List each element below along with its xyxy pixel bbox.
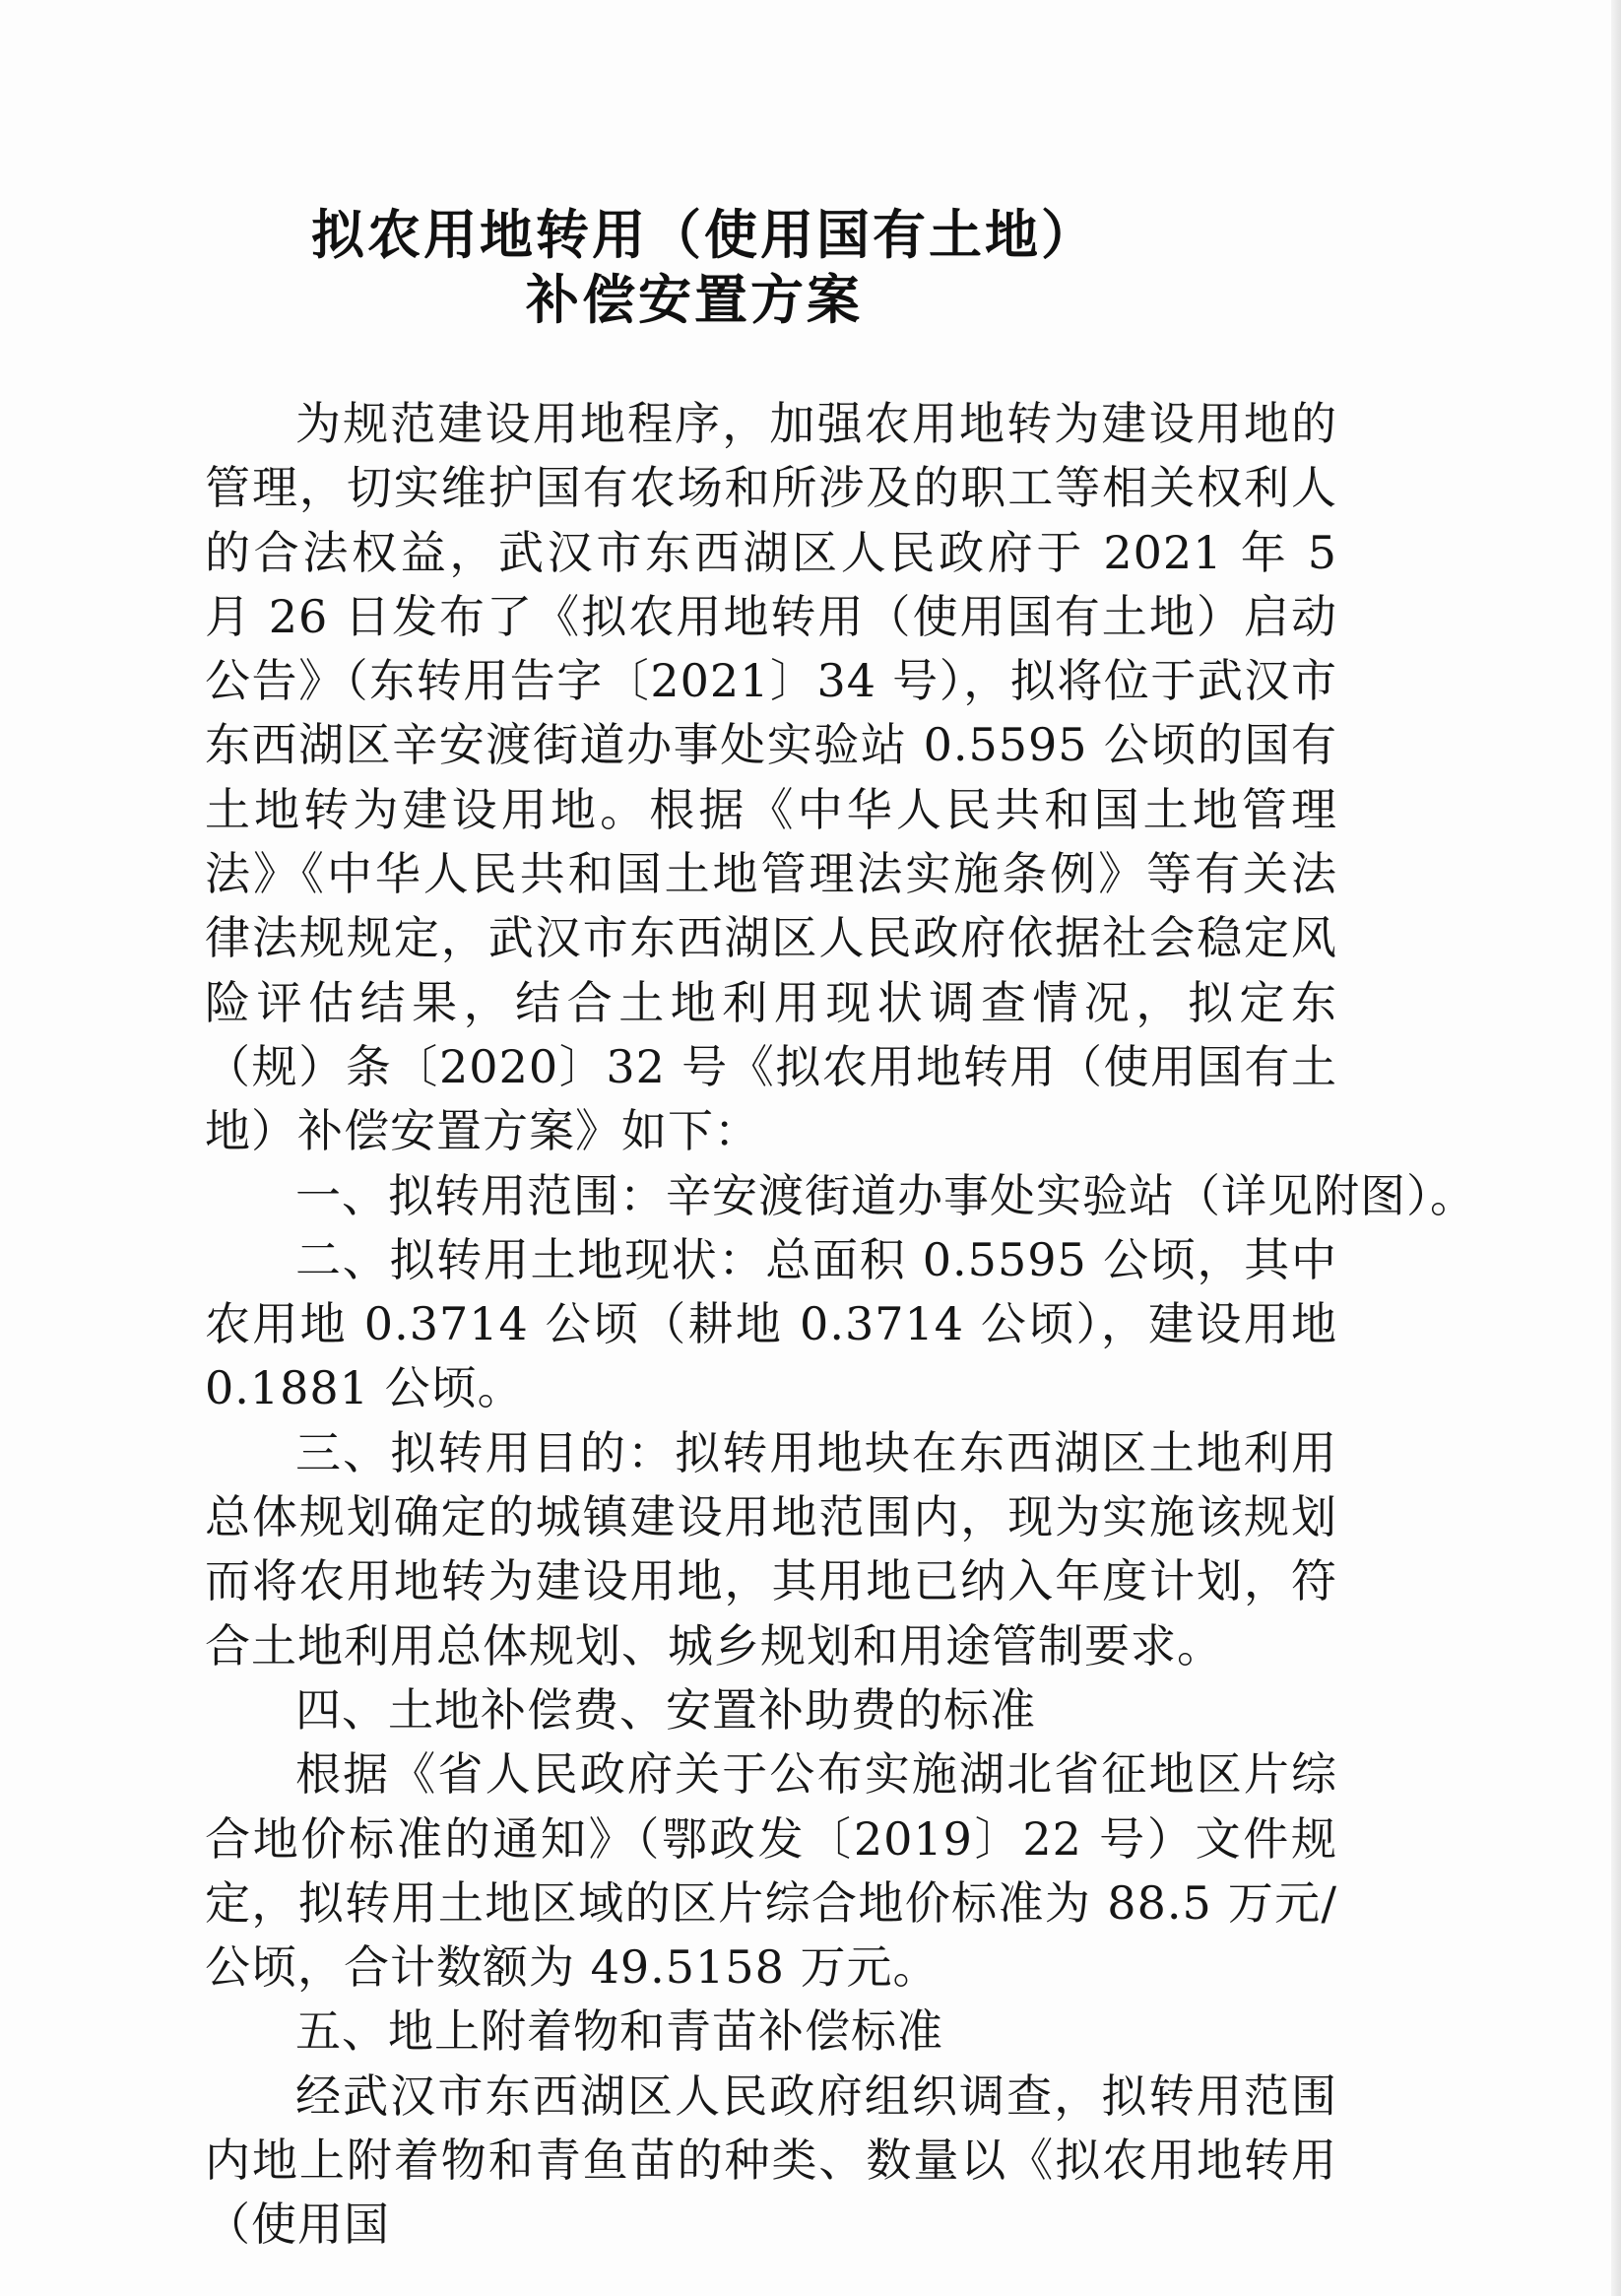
paragraph-purpose: 三、拟转用目的：拟转用地块在东西湖区土地利用总体规划确定的城镇建设用地范围内，现为实施该规划而将农用地转为建设用地，其用地已纳入年度计划，符合土地利用总体规划、城乡规划和用途管制要求。 bbox=[205, 1425, 1337, 1673]
paragraph-scope: 一、拟转用范围：辛安渡街道办事处实验站（详见附图）。 bbox=[295, 1168, 1476, 1222]
paragraph-intro: 为规范建设用地程序，加强农用地转为建设用地的管理，切实维护国有农场和所涉及的职工等相关权利人的合法权益，武汉市东西湖区人民政府于 2021 年 5 月 26 日发布了《拟农用地转用（使用国有土地）启动公告》（东转用告字〔2021〕34 号），拟将位于武汉市东西湖区辛安渡街道办事处实验站 0.5595 公顷的国有土地转为建设用地。根据《中华人民共和国土地管理法》《中华人民共和国土地管理法实施条例》等有关法律法规规定，武汉市东西湖区人民政府依据社会稳定风险评估结果，结合土地利用现状调查情况，拟定东（规）条〔2020〕32 号《拟农用地转用（使用国有土地）补偿安置方案》如下： bbox=[205, 397, 1337, 1158]
paragraph-attachments: 经武汉市东西湖区人民政府组织调查，拟转用范围内地上附着物和青鱼苗的种类、数量以《拟农用地转用（使用国 bbox=[205, 2068, 1337, 2252]
document-title-line-2: 补偿安置方案 bbox=[526, 269, 863, 331]
paragraph-compensation: 根据《省人民政府关于公布实施湖北省征地区片综合地价标准的通知》（鄂政发〔2019〕22 号）文件规定，拟转用土地区域的区片综合地价标准为 88.5 万元/公顷，合计数额为 49.5158 万元。 bbox=[205, 1747, 1337, 1995]
document-title-line-1: 拟农用地转用（使用国有土地） bbox=[311, 204, 1097, 266]
section-heading-attachments: 五、地上附着物和青苗补偿标准 bbox=[295, 2004, 943, 2059]
paragraph-land-status: 二、拟转用土地现状：总面积 0.5595 公顷，其中农用地 0.3714 公顷（耕地 0.3714 公顷），建设用地 0.1881 公顷。 bbox=[205, 1232, 1337, 1415]
document-body bbox=[205, 392, 1476, 2258]
section-heading-compensation: 四、土地补偿费、安置补助费的标准 bbox=[295, 1682, 1036, 1737]
scan-edge bbox=[1611, 0, 1621, 2296]
